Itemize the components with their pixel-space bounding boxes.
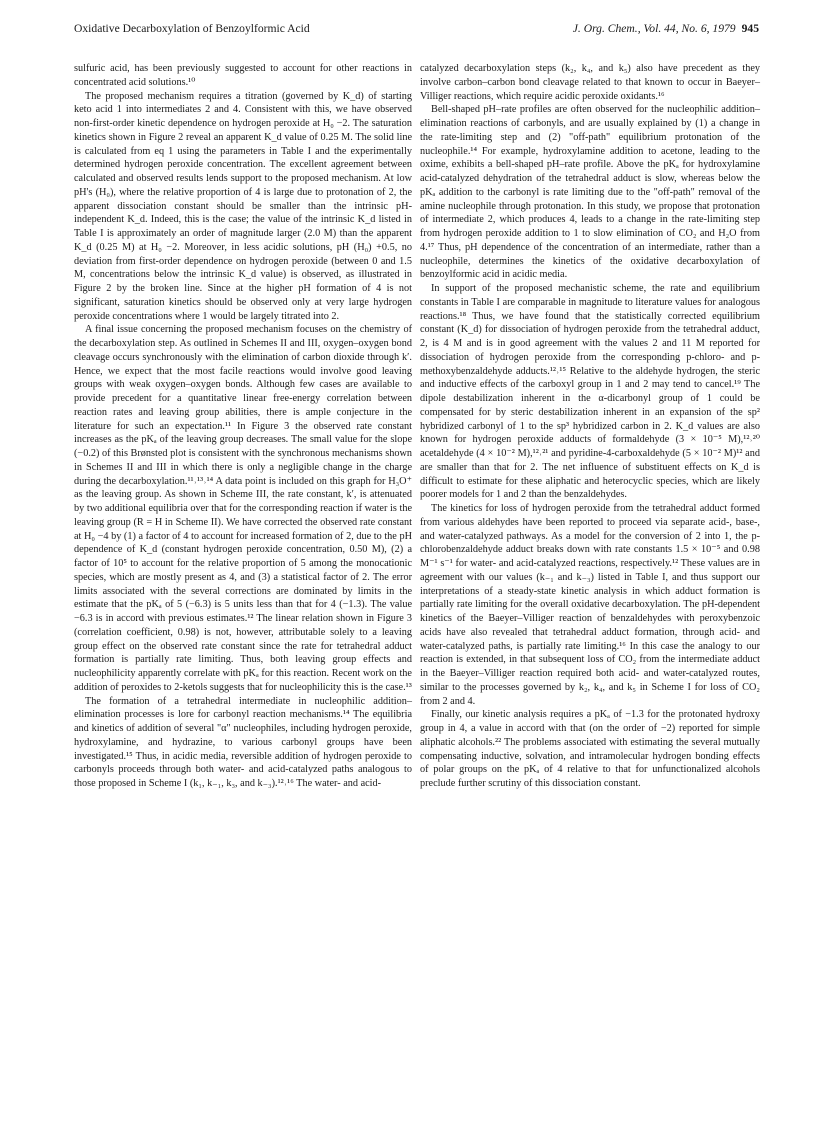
paragraph: A final issue concerning the proposed mechanism focuses on the chemistry of the decarboxylation step. As outlined in Schemes II and III, oxygen–oxygen bond cleavage occurs synchronously with the elimination of carbon dioxide through k′. Hence, we expect that the most facile reactions would involve good leaving groups with weak oxygen–oxygen bonds. Although few cases are available to provide precedent for a quantitative linear free-energy correlation between reaction rates and leaving group abilities, there is ample conjecture in the literature for such an expectation.¹¹ In Figure 3 the observed rate constant increases as the pKₐ of the leaving group decreases. The small value for the slope (−0.2) of this Brønsted plot is consistent with the synchronous mechanisms shown in Schemes II and III in which there is only a negligible change in the charge during the decarboxylation.¹¹˒¹³˒¹⁴ A data point is included on this graph for H₃O⁺ as the leaving group. As shown in Scheme III, the rate constant, k′, is attenuated by two additional equilibria over that for the corresponding reaction if water is the leaving group (R = H in Scheme II). We have corrected the observed rate constant at H₀ −4 by (1) a factor of 4 to account for increased formation of 2, due to the pH dependence of K_d (constant hydrogen peroxide concentration, 0.50 M), (2) a factor of 10⁵ to account for the relative proportion of 5 among the monocationic species, which are mostly present as 4, and (3) a statistical factor of 2. The error limits associated with the several corrections are dominated by limits in the estimate that the pKₐ of 5 (−6.3) is 5 units less than that for 4 (−1.3). The value −6.3 is in accord with previous estimates.¹² The linear relation shown in Figure 3 (correlation coefficient, 0.98) is not, however, attributable solely to a leaving group effect on the observed rate constant since the rate for tetrahedral adduct formation is partially rate limiting. Thus, both leaving group effects and nucleophilicity apparently correlate with pKₐ for this reaction. Recent work on the addition of peroxides to 2-ketols suggests that for nucleophilicity this is the case.¹³: [74, 324, 412, 693]
left-column: [74, 62, 412, 791]
paragraph: sulfuric acid, has been previously suggested to account for other reactions in concentrated acid solutions.¹⁰: [74, 63, 412, 88]
paragraph: Bell-shaped pH–rate profiles are often observed for the nucleophilic addition–elimination reactions of carbonyls, and are usually explained by (1) a change in the rate-limiting step and (2) "off-path" equilibrium protonation of the nucleophile.¹⁴ For example, hydroxylamine addition to acetone, leading to the oxime, exhibits a bell-shaped pH–rate profile. Above the pKₐ for hydroxylamine acid-catalyzed dehydration of the tetrahedral adduct is slow, whereas below the pKₐ addition to the carbonyl is rate limiting due to the "off-path" removal of the amine nucleophile through protonation. In this study, we propose that protonation of intermediate 2, which produces 4, leads to a change in the rate-limiting step from hydrogen peroxide addition to 1 to slow elimination of CO₂ and H₂O from 4.¹⁷ Thus, pH dependence of the concentration of an intermediate, rather than a nucleophile, determines the kinetics of the oxidative decarboxylation of benzoylformic acid in acidic media.: [420, 104, 760, 281]
paragraph: The formation of a tetrahedral intermediate in nucleophilic addition–elimination processes is lore for carbonyl reaction mechanisms.¹⁴ The equilibria and kinetics of addition of several "α" nucleophiles, including hydrogen peroxide, hydroxylamine, and hydrazine, to various carbonyl groups have been investigated.¹⁵ Thus, in acidic media, reversible addition of hydrogen peroxide to carbonyls proceeds through both water- and acid-catalyzed paths analogous to those proposed in Scheme I (k₁, k₋₁, k₃, and k₋₃).¹²˒¹⁶ The water- and acid-: [74, 695, 412, 789]
paragraph: Finally, our kinetic analysis requires a pKₐ of −1.3 for the protonated hydroxy group in 4, a value in accord with that (on the order of −2) reported for simple aliphatic alcohols.²² The problems associated with estimating the several mutually compensating inductive, solvation, and intramolecular hydrogen bonding effects of polar groups on the pKₐ of 4 relative to that for unfunctionalized alcohols preclude further scrutiny of this dissociation constant.: [420, 709, 760, 789]
paragraph: The proposed mechanism requires a titration (governed by K_d) of starting keto acid 1 into intermediates 2 and 4. Consistent with this, we have observed non-first-order kinetic dependence on hydrogen peroxide at H₀ −2. The saturation kinetics shown in Figure 2 reveal an apparent K_d value of 0.25 M. The solid line is calculated from eq 1 using the parameters in Table I and the experimentally determined hydrogen peroxide concentration. The excellent agreement between calculated and observed results lends support to the proposed mechanism. At low pH's (H₀), where the relative proportion of 4 is large due to protonation of 2, the apparent dissociation constant should be smaller than the intrinsic pH-independent K_d. Indeed, this is the case; the value of the intrinsic K_d listed in Table I is approximately an order of magnitude larger (2.0 M) than the apparent K_d (0.25 M) at H₀ −2. Moreover, in less acidic solutions, pH (H₀) +0.5, no deviation from first-order dependence on hydrogen peroxide (between 0 and 1.5 M, concentrations below the intrinsic K_d value) is observed, as illustrated in Figure 2 by the broken line. Since at the higher pH formation of 4 is not significant, saturation kinetics should be observed only at very large hydrogen peroxide concentrations where 1 would be largely titrated into 2.: [74, 90, 412, 322]
journal-citation: [573, 22, 759, 35]
paragraph: catalyzed decarboxylation steps (k₂, k₄, and k₅) also have precedent as they involve carbon–carbon bond cleavage related to that known to occur in Baeyer–Villiger reactions, which require acidic peroxide oxidants.¹⁶: [420, 63, 760, 102]
running-title: Oxidative Decarboxylation of Benzoylformic Acid: [74, 22, 310, 35]
paragraph: In support of the proposed mechanistic scheme, the rate and equilibrium constants in Table I are comparable in magnitude to literature values for analogous reactions.¹⁸ Thus, we have found that the statistically corrected equilibrium constant (K_d) for dissociation of hydrogen peroxide from the tetrahedral adduct, 2, is 4 M and is in good agreement with the values 2 and 11 M reported for dissociation of hydrogen peroxide from the corresponding p-chloro- and p-methoxybenzaldehyde adducts.¹²˒¹⁵ Relative to the aldehyde hydrogen, the steric and inductive effects of the carboxyl group in 1 and 2 may tend to cancel.¹⁹ The dipole destabilization inherent in the α-dicarbonyl group of 1 could be compensated for by steric destabilization inherent in an expansion of the sp² hybridized carbonyl of 1 to the sp³ hybridized carbon in 2. K_d values are also known for hydrogen peroxide adducts of formaldehyde (3 × 10⁻⁵ M),¹²˒²⁰ acetaldehyde (4 × 10⁻² M),¹²˒²¹ and pyridine-4-carboxaldehyde (5 × 10⁻² M)¹² and are smaller than that for 2. The net influence of substituent effects on K_d is difficult to estimate for these aliphatic and heterocyclic species, which are likely poorer models for 1 and 2 than the benzaldehydes.: [420, 283, 760, 501]
right-column: [420, 62, 760, 791]
running-header: [74, 22, 759, 42]
page-number: 945: [741, 22, 759, 35]
journal-name: J. Org. Chem., Vol. 44, No. 6, 1979: [572, 22, 736, 35]
paragraph: The kinetics for loss of hydrogen peroxide from the tetrahedral adduct formed from various aldehydes have been reported to proceed via separate acid-, base-, and water-catalyzed pathways. As a model for the conversion of 2 into 1, the p-chlorobenzaldehyde adduct breaks down with rate constants 1.5 × 10⁻⁵ and 0.98 M⁻¹ s⁻¹ for water- and acid-catalyzed reactions, respectively.¹² These values are in agreement with our values (k₋₁ and k₋₃) listed in Table I, and thus support our interpretations of a steady-state kinetic analysis in which adduct formation is partially rate limiting for the overall oxidative decarboxylation. The pH-dependent kinetics of the Baeyer–Villiger reaction of benzaldehydes with peroxybenzoic acids have also revealed that tetrahedral adduct formation, through acid- and water-catalyzed paths, is partially rate limiting.¹⁶ In this case the analogy to our reaction is extended, in that subsequent loss of CO₂ from the intermediate adduct in the Baeyer–Villiger reaction required both acid- and water-catalyzed routes, similar to the processes governed by k₂, k₄, and k₅ in Scheme I for loss of CO₂ from 2 and 4.: [420, 503, 760, 707]
